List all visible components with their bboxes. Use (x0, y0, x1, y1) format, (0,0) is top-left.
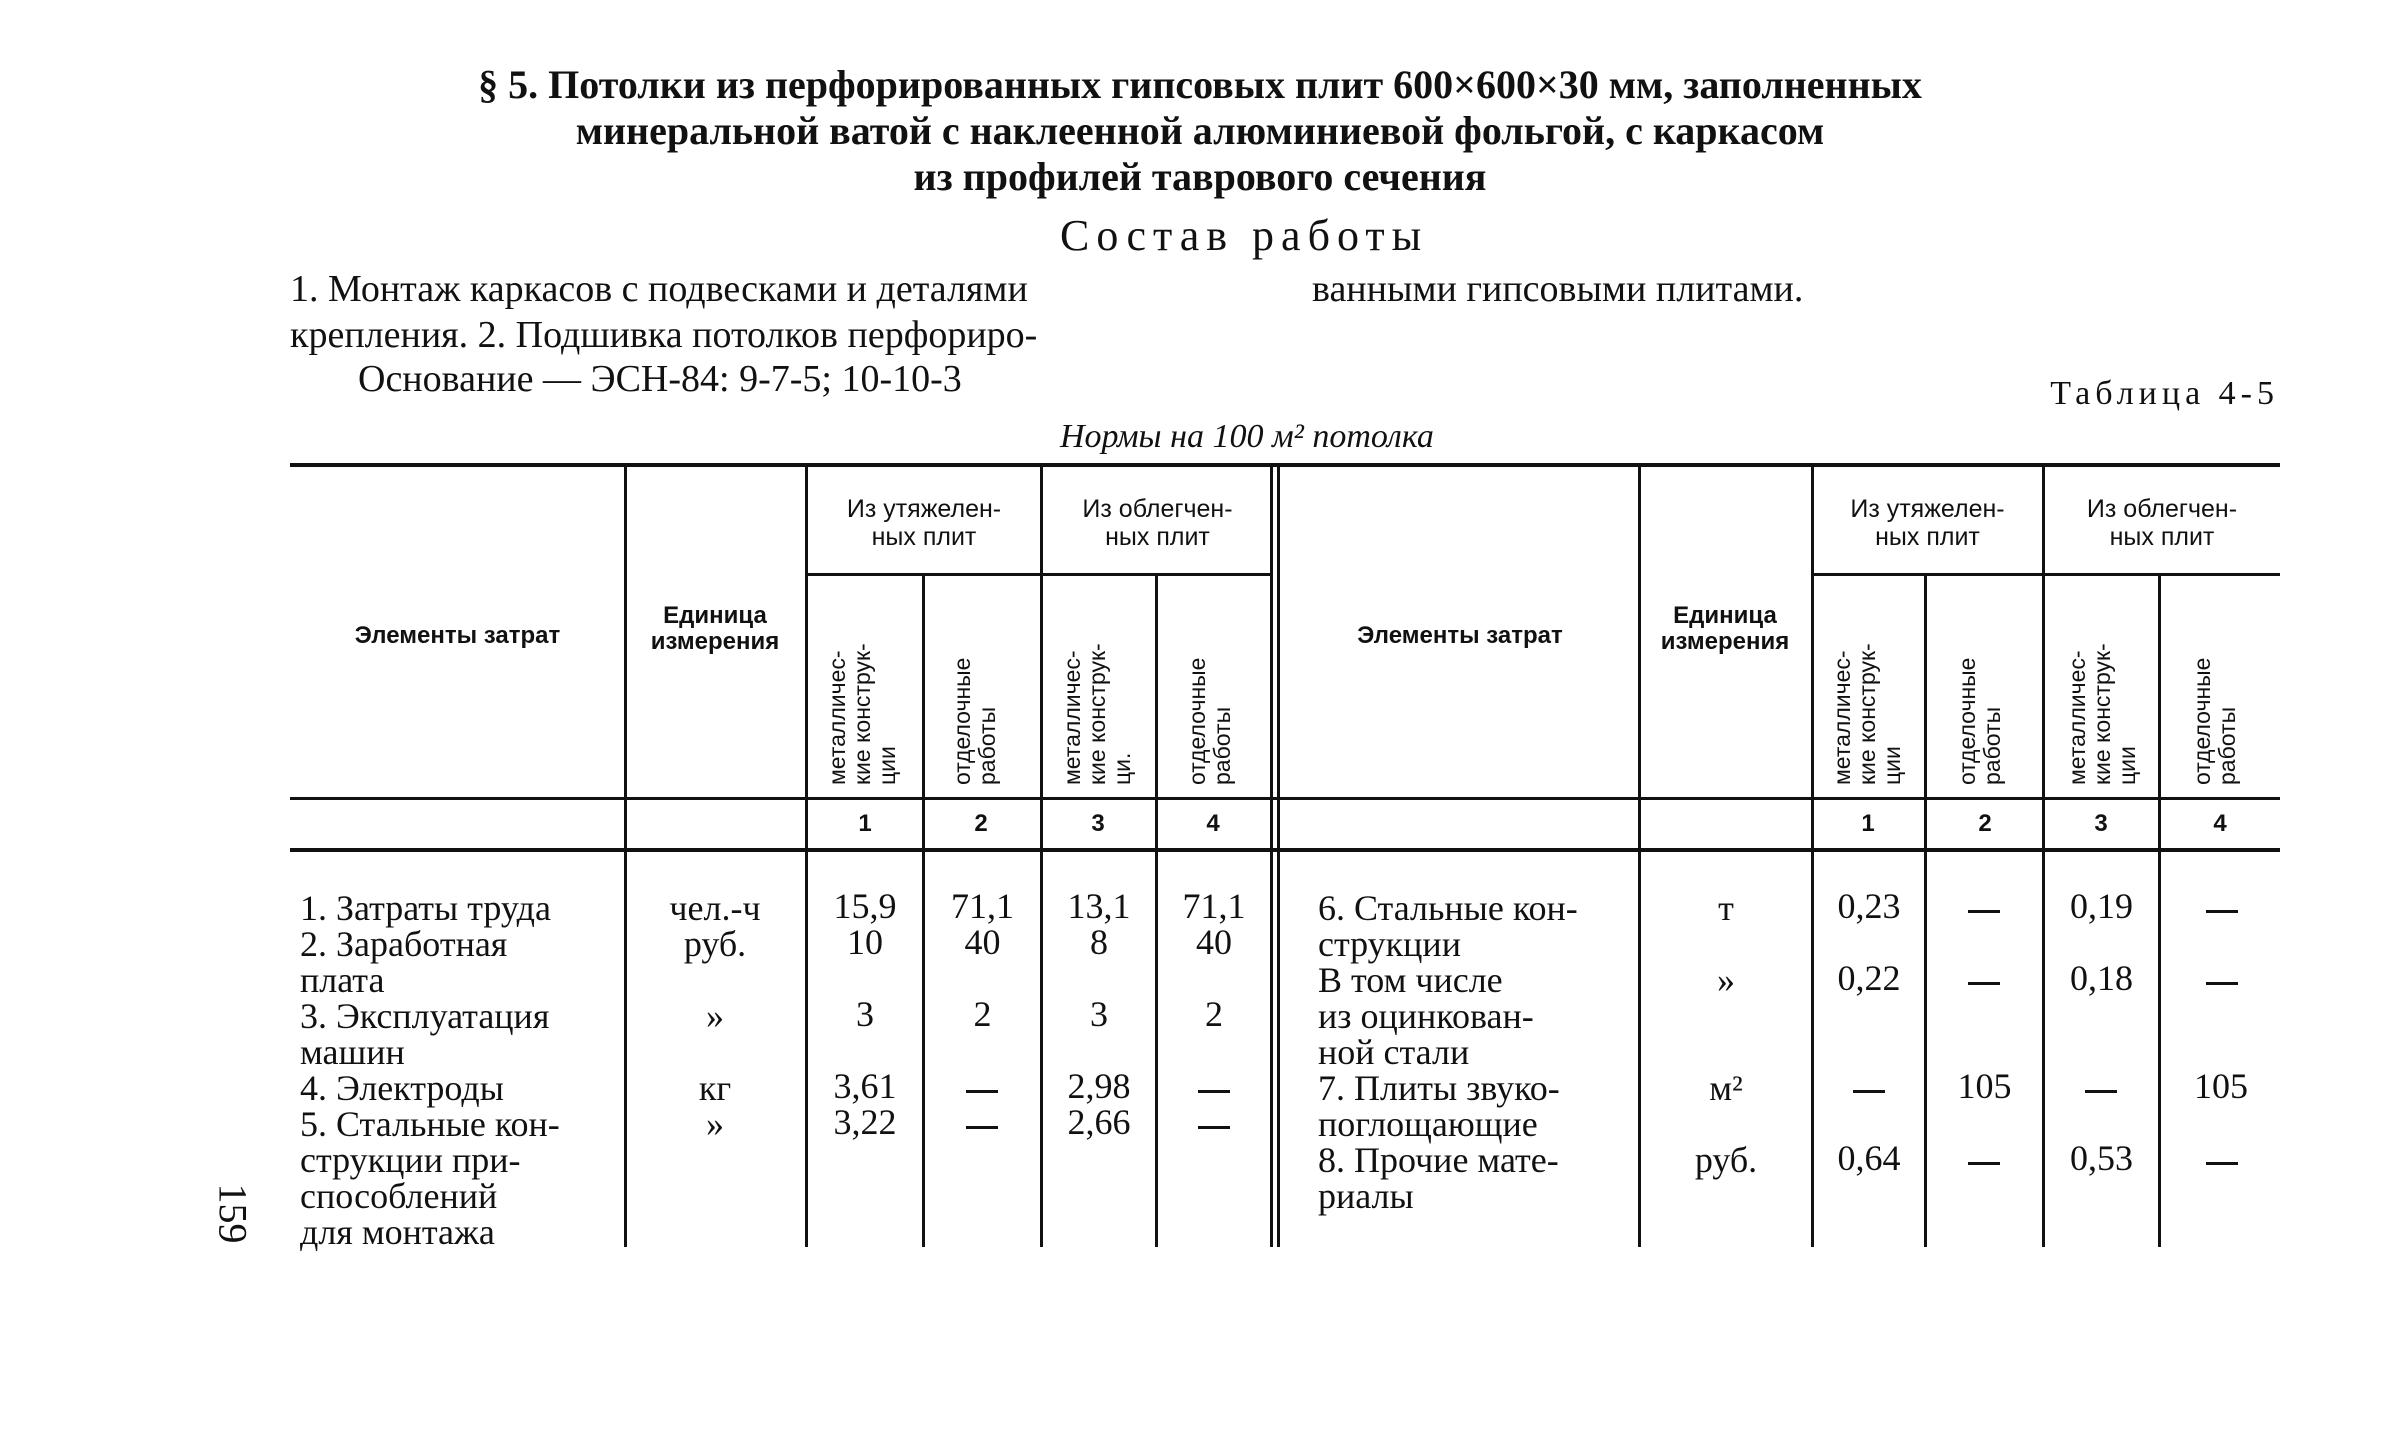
right-unit-3: м² (1709, 1068, 1743, 1108)
header-elements-right: Элементы затрат (1357, 622, 1563, 649)
header-group-light-right: Из облегчен- ных плит (2086, 495, 2238, 551)
right-c4-r1-dash (2206, 910, 2238, 913)
left-c4-r3: 2 (1205, 994, 1223, 1034)
right-c4-r4-dash (2206, 1162, 2238, 1165)
left-unit-4: кг (698, 1068, 732, 1108)
title-line-3: из профилей таврового сечения (913, 154, 1487, 199)
header-unit-right: Единица измерения (1660, 602, 1790, 655)
left-unit-3: » (706, 996, 724, 1036)
right-c3-r4: 0,53 (2070, 1138, 2133, 1178)
right-row-names: 6. Стальные кон- струкции В том числе из оцинкован- ной стали 7. Плиты звуко- поглощающие 8. Прочие мате- риалы (1318, 888, 1578, 1216)
col-num-2-right: 2 (1978, 810, 1992, 837)
left-c3-r5: 2,66 (1067, 1102, 1131, 1142)
header-finish-2: отделочные работы (949, 657, 1000, 785)
header-elements-left: Элементы затрат (354, 622, 561, 649)
right-c2-r4-dash (1968, 1162, 2000, 1165)
right-c1-r2: 0,22 (1837, 958, 1901, 998)
work-text-right: ванными гипсовыми плитами. (1312, 268, 1804, 310)
col-num-2-left: 2 (974, 810, 988, 837)
col-num-4-right: 4 (2213, 810, 2227, 837)
header-metal-r3: металличес- кие конструк- ции (2064, 643, 2140, 785)
col-num-4-left: 4 (1206, 810, 1220, 837)
right-c1-r4: 0,64 (1837, 1138, 1901, 1178)
header-finish-4: отделочные работы (1184, 657, 1235, 785)
header-group-light-left: Из облегчен- ных плит (1082, 495, 1233, 551)
work-text-left-2: крепления. 2. Подшивка потолков перфориро- (290, 314, 1038, 356)
right-c3-r3-dash (2085, 1090, 2117, 1093)
work-text-left-1: 1. Монтаж каркасов с подвесками и деталями (290, 268, 1028, 310)
left-c1-r4: 3,61 (833, 1066, 897, 1106)
left-c2-r1: 71,1 (951, 886, 1014, 926)
left-unit-1: чел.-ч (669, 888, 761, 928)
left-c3-r3: 3 (1090, 994, 1108, 1034)
right-c1-r3-dash (1853, 1090, 1885, 1093)
left-c1-r1: 15,9 (833, 886, 897, 926)
right-c3-r1: 0,19 (2070, 886, 2133, 926)
right-c3-r2: 0,18 (2070, 958, 2133, 998)
table-number: Таблица 4-5 (2050, 375, 2279, 412)
left-c4-r1: 71,1 (1182, 886, 1246, 926)
header-unit-left: Единица измерения (650, 602, 780, 655)
right-c2-r2-dash (1968, 982, 2000, 985)
left-c4-r5-dash (1198, 1126, 1230, 1129)
right-c1-r1: 0,23 (1837, 886, 1901, 926)
basis-text: Основание — ЭСН-84: 9-7-5; 10-10-3 (358, 358, 962, 400)
table-caption: Нормы на 100 м² потолка (1060, 418, 1434, 455)
left-c2-r2: 40 (964, 922, 1001, 962)
header-finish-r4: отделочные работы (2189, 657, 2240, 785)
right-c2-r3: 105 (1957, 1066, 2012, 1106)
right-unit-1: т (1718, 888, 1734, 928)
col-num-1-right: 1 (1861, 810, 1875, 837)
section-title (290, 62, 2110, 200)
left-unit-2: руб. (683, 924, 747, 964)
work-subtitle: Состав работы (1060, 211, 1429, 260)
header-group-heavy-right: Из утяжелен- ных плит (1850, 495, 2005, 551)
header-metal-1: металличес- кие конструк- ции (824, 643, 900, 785)
right-unit-2: » (1717, 960, 1735, 1000)
left-unit-5: » (706, 1104, 724, 1144)
left-c4-r4-dash (1198, 1090, 1230, 1093)
left-c2-r4-dash (966, 1090, 998, 1093)
header-finish-r2: отделочные работы (1954, 657, 2005, 785)
left-c4-r2: 40 (1196, 922, 1232, 962)
left-c1-r2: 10 (847, 922, 883, 962)
title-line-2: минеральной ватой с наклеенной алюминиевой фольгой, с каркасом (575, 108, 1825, 153)
right-c2-r1-dash (1968, 910, 2000, 913)
col-num-3-right: 3 (2094, 810, 2108, 837)
right-c4-r3: 105 (2194, 1066, 2248, 1106)
left-c1-r3: 3 (856, 994, 874, 1034)
header-group-heavy-left: Из утяжелен- ных плит (846, 495, 1002, 551)
col-num-3-left: 3 (1091, 810, 1105, 837)
left-c3-r1: 13,1 (1067, 886, 1131, 926)
left-c2-r5-dash (966, 1126, 998, 1129)
header-metal-3: металличес- кие конструк- ци. (1059, 643, 1135, 785)
header-metal-r1: металличес- кие конструк- ции (1829, 643, 1905, 785)
page-number: 159 (210, 1183, 256, 1244)
left-c3-r2: 8 (1090, 922, 1108, 962)
title-line-1: § 5. Потолки из перфорированных гипсовых плит 600×600×30 мм, заполненных (478, 62, 1922, 107)
right-unit-4: руб. (1694, 1140, 1758, 1180)
left-c3-r4: 2,98 (1067, 1066, 1131, 1106)
col-num-1-left: 1 (858, 810, 872, 837)
left-c1-r5: 3,22 (833, 1102, 897, 1142)
left-row-names: 1. Затраты труда 2. Заработная плата 3. Эксплуатация машин 4. Электроды 5. Стальные кон- струкции при- способлений для монтажа (300, 888, 560, 1252)
left-c2-r3: 2 (973, 994, 992, 1034)
right-c4-r2-dash (2206, 982, 2238, 985)
